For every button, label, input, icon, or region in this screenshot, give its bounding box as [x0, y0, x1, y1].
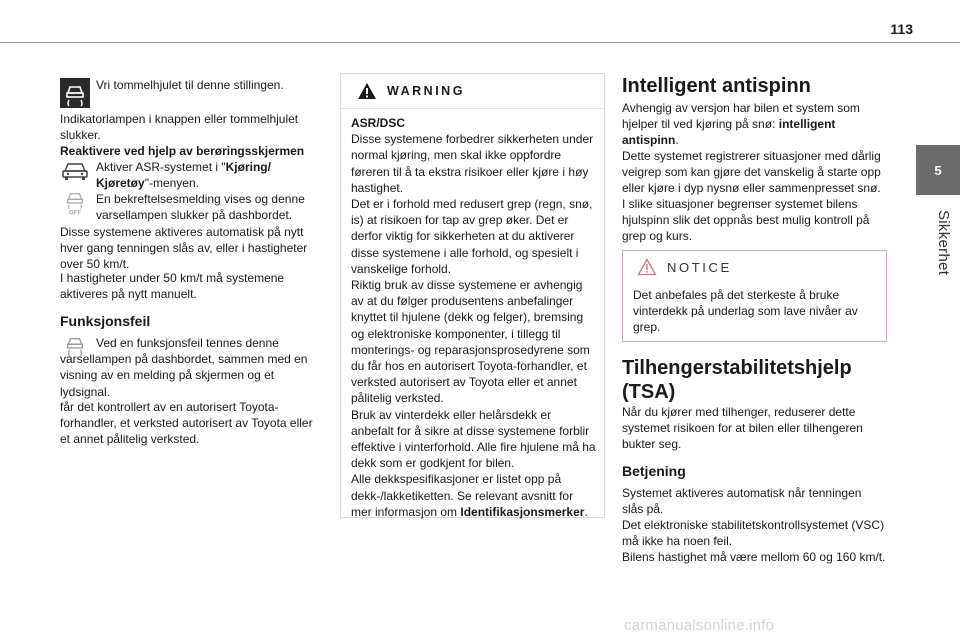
watermark: carmanualsonline.info [624, 617, 775, 634]
notice-text: Det anbefales på det sterkeste å bruke vinterdekk på underlag som lave nivåer av grep. [633, 288, 858, 335]
notice-body [623, 283, 886, 336]
warning-p4: Bruk av vinterdekk eller helårsdekk er anbefalt for å sikre at disse systemene forblir effektive i vinterforhold. Alle fire hjulene må ha dekk som er godkjent for bilen. [351, 407, 596, 471]
car-touchscreen-icon [60, 159, 90, 183]
below50-text: I hastigheter under 50 km/t må systemene aktiveres på nytt manuelt. [60, 271, 285, 302]
warning-triangle-icon [357, 82, 377, 100]
antispin-p1-suffix: . [675, 133, 679, 148]
warning-body [341, 109, 604, 520]
operation-heading: Betjening [622, 463, 686, 479]
warning-header [341, 74, 604, 109]
reactivate-heading: Reaktivere ved hjelp av berøringsskjermen [60, 144, 305, 158]
operation-p3: Bilens hastighet må være mellom 60 og 160 km/t. [622, 550, 886, 564]
fault-check-text: får det kontrollert av en autorisert Toyota-forhandler, et verksted autorisert av Toyota eller et annet pålitelig verksted. [60, 400, 313, 447]
fault-text: Ved en funksjonsfeil tennes denne varsellampen på dashbordet, sammen med en visning av en melding på skjermen og et lydsignal. [60, 336, 308, 399]
activate-prefix: Aktiver ASR-systemet i " [96, 160, 226, 174]
fault-heading: Funksjonsfeil [60, 313, 151, 329]
operation-p1: Systemet aktiveres automatisk når tenningen slås på. [622, 486, 862, 517]
reactivation-text: Disse systemene aktiveres automatisk på nytt hver gang tenningen slås av, eller i hastigheter over 50 km/t. [60, 225, 308, 272]
warning-box [340, 73, 605, 518]
asr-off-warning-icon [60, 191, 90, 215]
top-rule [0, 42, 960, 43]
chapter-title: Sikkerhet [935, 210, 952, 276]
activate-text [96, 159, 322, 191]
activate-suffix: "-menyen. [144, 176, 199, 191]
traction-button-icon [60, 78, 90, 108]
antispin-p3: I slike situasjoner begrenser systemet bilens hjulspinn slik det oppnås best mulig kontroll på grep og kurs. [622, 197, 870, 244]
notice-triangle-icon [637, 258, 657, 276]
warning-title: WARNING [387, 84, 465, 98]
tsa-text: Når du kjører med tilhenger, reduserer dette systemet risikoen for at bilen eller tilhengeren bukter seg. [622, 405, 863, 452]
tsa-title: Tilhengerstabilitetshjelp (TSA) [622, 357, 852, 403]
operation-p2: Det elektroniske stabilitetskontrollsystemet (VSC) må ikke ha noen feil. [622, 518, 885, 549]
chapter-tab[interactable] [916, 145, 960, 195]
intro-line: Vri tommelhjulet til denne stillingen. [96, 78, 284, 92]
confirm-text: En bekreftelsesmelding vises og denne varsellampen slukker på dashbordet. [96, 192, 305, 223]
warning-heading: ASR/DSC [351, 116, 406, 130]
antispin-p2: Dette systemet registrerer situasjoner med dårlig veigrep som kan gjøre det vanskelig å starte opp eller kjøre i dyp nysnø eller sammenpresset snø. [622, 149, 881, 196]
antispin-p1-bold: intelligent antispinn [622, 117, 836, 148]
warning-p3: Riktig bruk av disse systemene er avhengig av at du følger produsentens anbefalinger knyttet til hjulene (dekk og felger), bremsing og elektroniske komponenter, i tillegg til monterings- og reparasjonsprosedyrene som du får hos en autorisert Toyota-forhandler, et verksted autorisert av Toyota eller et annet pålitelig verksted. [351, 278, 590, 406]
identification-link[interactable]: Identifikasjonsmerker [460, 504, 585, 519]
warning-p5-suffix: . [584, 504, 588, 519]
page-number: 113 [890, 21, 913, 37]
notice-title: NOTICE [667, 259, 732, 275]
notice-header [623, 251, 886, 283]
warning-p5 [351, 471, 596, 520]
antispin-p1 [622, 100, 886, 149]
antispin-p1-prefix: Avhengig av versjon har bilen et system som hjelper til ved kjøring på snø: [622, 101, 860, 132]
warning-p1: Disse systemene forbedrer sikkerheten under normal kjøring, men skal ikke oppfordre føreren til å ta ekstra risikoer eller kjøre i høy hastighet. [351, 132, 594, 195]
chapter-number: 5 [934, 162, 942, 178]
warning-p2: Det er i forhold med redusert grep (regn, snø, is) at risikoen for tap av grep øker. Det er derfor viktig for sikkerheten at du aktiverer disse systemene i alle forhold, og spesielt i vanskelige forhold. [351, 197, 593, 276]
intelligent-antispin-title: Intelligent antispinn [622, 75, 811, 97]
notice-box [622, 250, 887, 342]
svg-text:OFF: OFF [69, 210, 81, 215]
warning-p5-prefix: Alle dekkspesifikasjoner er listet opp på dekk-/lakketiketten. Se relevant avsnitt for mer informasjon om [351, 472, 574, 519]
indicator-text: Indikatorlampen i knappen eller tommelhjulet slukker. [60, 112, 299, 143]
activate-menu-name: Kjøring/ Kjøretøy [96, 160, 271, 191]
